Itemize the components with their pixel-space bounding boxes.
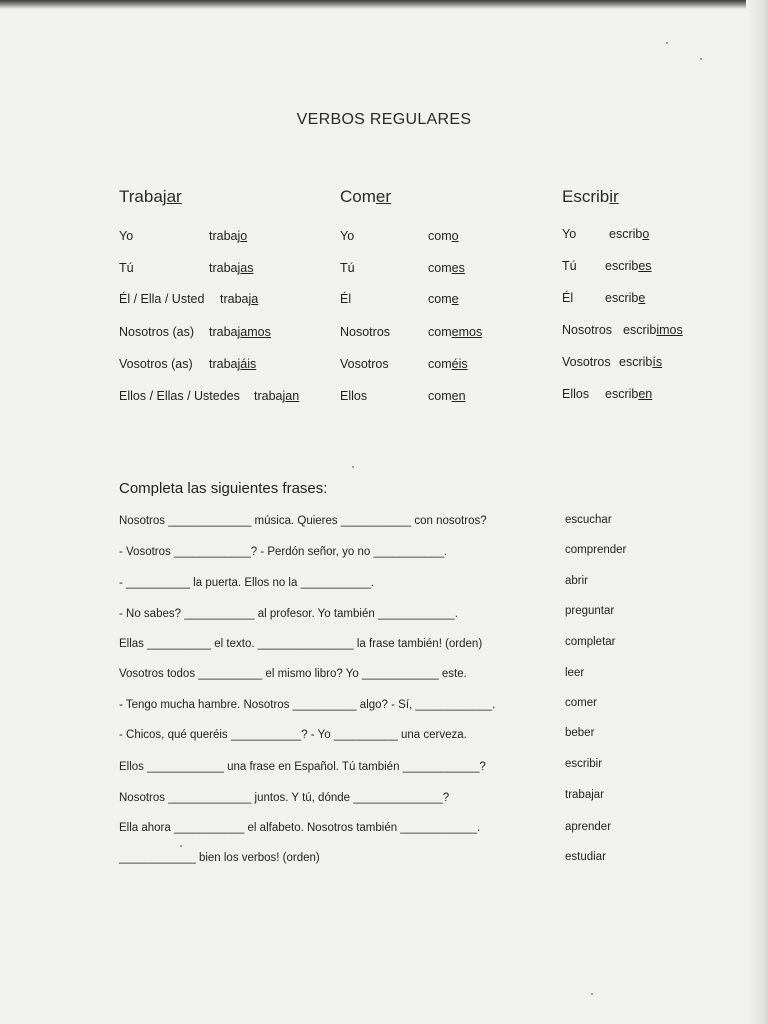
conjugation: trabajamos: [209, 325, 271, 339]
verb-hint: abrir: [565, 575, 589, 587]
scan-speck: [666, 42, 668, 44]
pronoun: Tú: [340, 261, 355, 275]
verb-hint: aprender: [565, 821, 612, 833]
exercise-sentence: - No sabes? ___________ al profesor. Yo también ____________.: [119, 608, 458, 620]
pronoun: Él / Ella / Usted: [119, 292, 205, 306]
conjugation: escribes: [605, 259, 652, 273]
conjugation: escribe: [605, 291, 646, 305]
conjugation: trabajan: [254, 389, 300, 403]
conjugation: escriben: [605, 387, 653, 401]
pronoun: Vosotros: [562, 355, 611, 369]
conjugation: comemos: [428, 325, 483, 339]
pronoun: Nosotros: [562, 323, 613, 337]
exercise-sentence: Ellas __________ el texto. _______________ la frase también! (orden): [119, 638, 483, 650]
pronoun: Él: [340, 292, 352, 306]
verb-hint: escuchar: [565, 514, 612, 526]
exercise-sentence: - Tengo mucha hambre. Nosotros __________ algo? - Sí, ____________.: [119, 699, 496, 711]
exercise-sentence: Nosotros _____________ juntos. Y tú, dónde ______________?: [119, 792, 450, 804]
pronoun: Nosotros (as): [119, 325, 195, 339]
conjugation: escribo: [609, 227, 650, 241]
pronoun: Yo: [119, 229, 134, 243]
conjugation: coméis: [428, 357, 468, 371]
verb-hint: preguntar: [565, 605, 615, 617]
pronoun: Él: [562, 291, 574, 305]
pronoun: Yo: [340, 229, 355, 243]
exercise-sentence: - Vosotros ____________? - Perdón señor, yo no ___________.: [119, 546, 448, 558]
exercise-sentence: Nosotros _____________ música. Quieres ___________ con nosotros?: [119, 515, 487, 527]
pronoun: Yo: [562, 227, 577, 241]
scan-speck: [700, 58, 702, 60]
pronoun: Tú: [562, 259, 577, 273]
scan-speck: [352, 466, 354, 468]
conjugation: escribimos: [623, 323, 683, 337]
page-right-shadow: [746, 0, 768, 1024]
exercise-sentence: Vosotros todos __________ el mismo libro? Yo ____________ este.: [119, 668, 467, 680]
heading-comer: Comer: [340, 187, 392, 206]
verb-hint: leer: [565, 667, 585, 679]
conjugation: trabaja: [220, 292, 259, 306]
exercise-sentence: - __________ la puerta. Ellos no la ___________.: [119, 577, 375, 589]
verb-hint: completar: [565, 636, 616, 648]
exercise-sentence: ____________ bien los verbos! (orden): [119, 852, 320, 864]
exercise-sentence: - Chicos, qué queréis ___________? - Yo __________ una cerveza.: [119, 729, 467, 741]
pronoun: Vosotros: [340, 357, 389, 371]
conjugation: trabajo: [209, 229, 248, 243]
verb-hint: comer: [565, 697, 597, 709]
conjugation: trabajas: [209, 261, 254, 275]
conjugation: trabajáis: [209, 357, 257, 371]
pronoun: Vosotros (as): [119, 357, 193, 371]
verb-hint: comprender: [565, 544, 627, 556]
pronoun: Nosotros: [340, 325, 391, 339]
heading-trabajar: Trabajar: [119, 187, 182, 206]
verb-hint: estudiar: [565, 851, 606, 863]
scan-speck: [591, 993, 593, 995]
pronoun: Ellos: [562, 387, 590, 401]
conjugation: come: [428, 292, 459, 306]
pronoun: Ellos / Ellas / Ustedes: [119, 389, 240, 403]
verb-hint: escribir: [565, 758, 603, 770]
exercise-sentence: Ellos ____________ una frase en Español. Tú también ____________?: [119, 761, 486, 773]
worksheet-title: VERBOS REGULARES: [296, 111, 472, 128]
verb-hint: trabajar: [565, 789, 604, 801]
exercise-sentence: Ella ahora ___________ el alfabeto. Nosotros también ____________.: [119, 822, 481, 834]
pronoun: Ellos: [340, 389, 368, 403]
conjugation: comen: [428, 389, 466, 403]
heading-escribir: Escribir: [562, 187, 619, 206]
conjugation: escribís: [619, 355, 663, 369]
verb-hint: beber: [565, 727, 595, 739]
exercise-instruction: Completa las siguientes frases:: [119, 480, 328, 497]
scan-speck: [180, 845, 182, 847]
conjugation: como: [428, 229, 459, 243]
conjugation: comes: [428, 261, 465, 275]
pronoun: Tú: [119, 261, 134, 275]
page-top-edge: [0, 0, 768, 9]
